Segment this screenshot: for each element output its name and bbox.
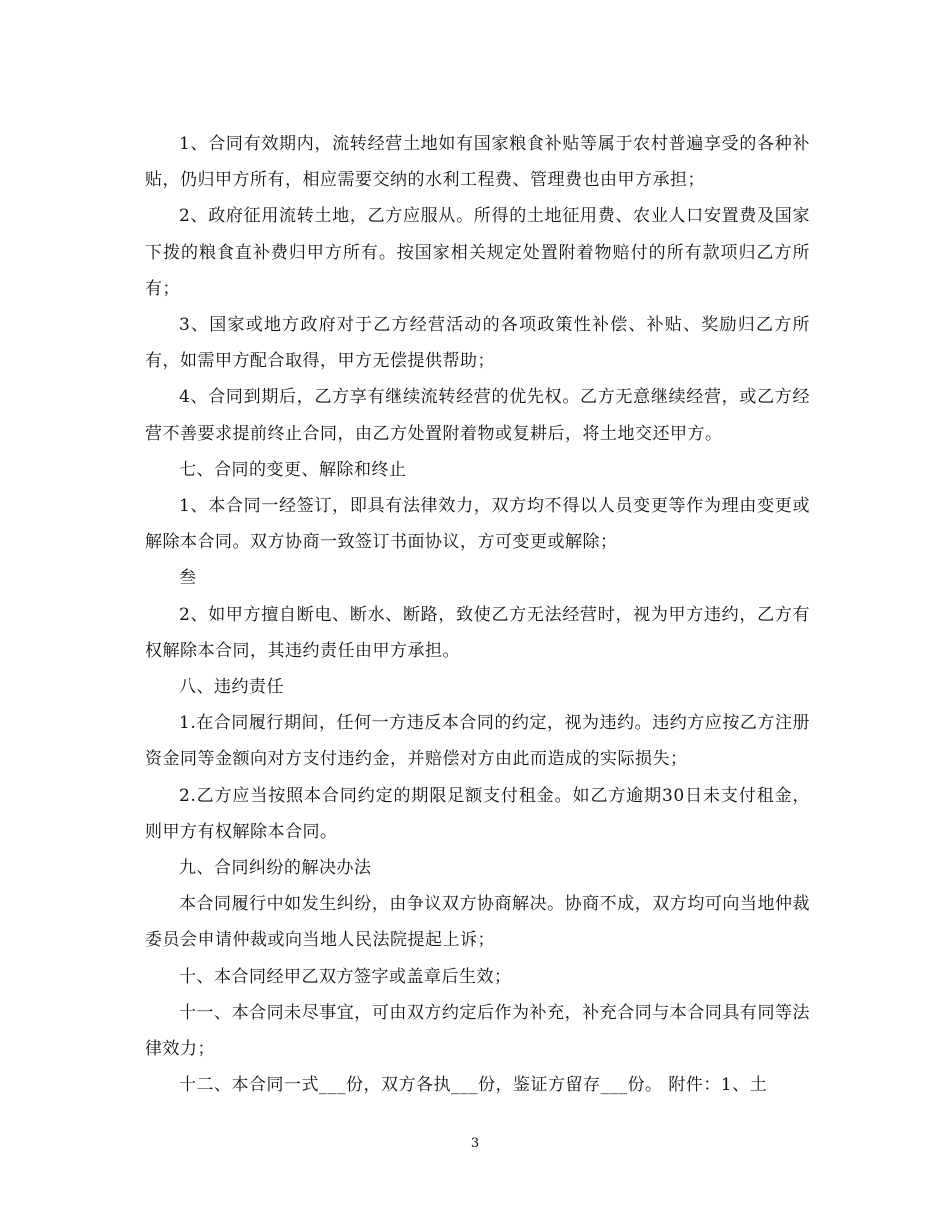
clause-subsidy-ownership: 1、合同有效期内，流转经营土地如有国家粮食补贴等属于农村普遍享受的各种补贴，仍归甲方所有，相应需要交纳的水利工程费、管理费也由甲方承担；	[145, 134, 810, 191]
stray-character: 叁	[179, 568, 197, 589]
clause-land-requisition: 2、政府征用流转土地，乙方应服从。所得的土地征用费、农业人口安置费及国家下拨的粮食直补费归甲方所有。按国家相关规定处置附着物赔付的所有款项归乙方所有；	[145, 206, 810, 299]
page-number: 3	[470, 1136, 480, 1151]
clause-supplementary: 十一、本合同未尽事宜，可由双方约定后作为补充，补充合同与本合同具有同等法律效力；	[145, 1002, 810, 1060]
clause-government-compensation: 3、国家或地方政府对于乙方经营活动的各项政策性补偿、补贴、奖励归乙方所有，如需甲方配合取得，甲方无偿提供帮助；	[145, 315, 810, 372]
section-heading-liability: 八、违约责任	[179, 677, 284, 698]
section-heading-dispute: 九、合同纠纷的解决办法	[179, 858, 372, 879]
section-heading-change-termination: 七、合同的变更、解除和终止	[179, 459, 407, 480]
clause-breach-penalty: 1.在合同履行期间，任何一方违反本合同的约定，视为违约。违约方应按乙方注册资金同等金额向对方支付违约金，并赔偿对方由此而造成的实际损失；	[145, 713, 810, 770]
clause-legal-effect: 1、本合同一经签订，即具有法律效力，双方均不得以人员变更等作为理由变更或解除本合同。双方协商一致签订书面协议，方可变更或解除；	[145, 496, 810, 553]
clause-copies: 十二、本合同一式___份，双方各执___份，鉴证方留存___份。 附件：1、土	[179, 1075, 768, 1096]
document-body	[145, 126, 810, 1103]
clause-party-a-breach: 2、如甲方擅自断电、断水、断路，致使乙方无法经营时，视为甲方违约，乙方有权解除本合同，其违约责任由甲方承担。	[145, 604, 810, 661]
clause-renewal-priority: 4、合同到期后，乙方享有继续流转经营的优先权。乙方无意继续经营，或乙方经营不善要求提前终止合同，由乙方处置附着物或复耕后，将土地交还甲方。	[145, 387, 810, 444]
clause-effective-date: 十、本合同经甲乙双方签字或盖章后生效；	[179, 966, 512, 987]
clause-dispute-resolution: 本合同履行中如发生纠纷，由争议双方协商解决。协商不成，双方均可向当地仲裁委员会申请仲裁或向当地人民法院提起上诉；	[145, 894, 810, 951]
clause-rent-payment: 2.乙方应当按照本合同约定的期限足额支付租金。如乙方逾期30日未支付租金，则甲方有权解除本合同。	[145, 785, 810, 842]
